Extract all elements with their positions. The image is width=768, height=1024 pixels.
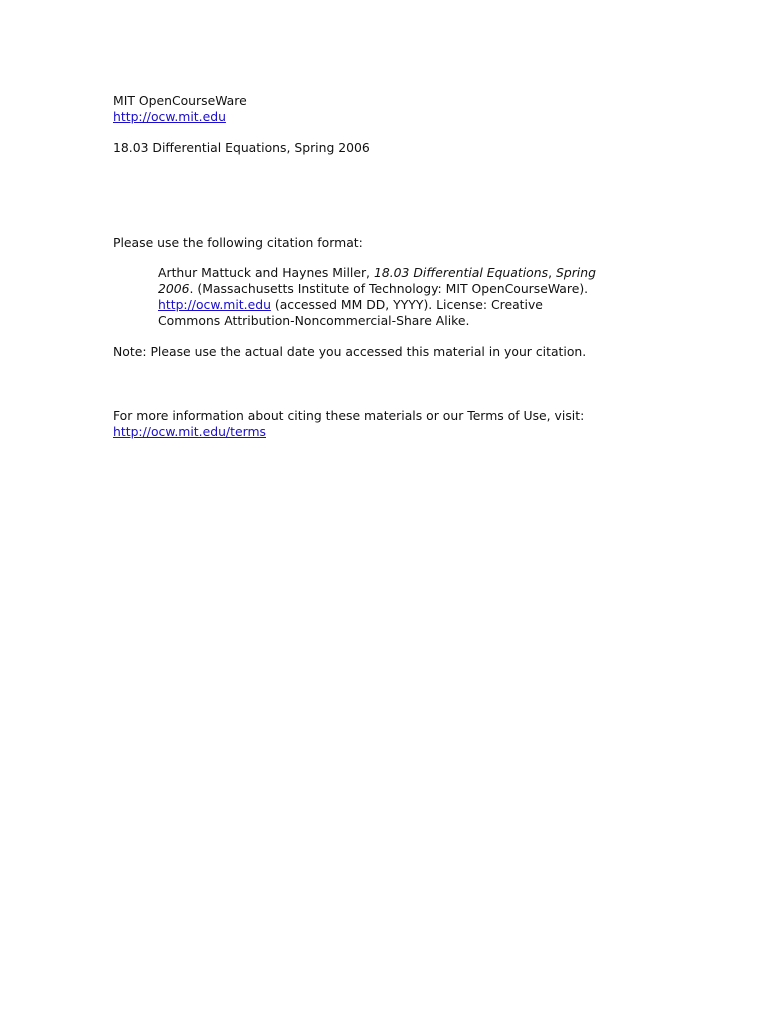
citation-intro: Please use the following citation format: — [113, 235, 363, 250]
citation-year: 2006 — [158, 281, 190, 296]
citation-note: Note: Please use the actual date you accessed this material in your citation. — [113, 344, 587, 359]
terms-url-link[interactable]: http://ocw.mit.edu/terms — [113, 424, 266, 439]
citation-url-link[interactable]: http://ocw.mit.edu — [158, 297, 271, 312]
citation-accessed: (accessed MM DD, YYYY). License: Creative — [270, 297, 543, 312]
citation-line-4 — [158, 313, 618, 329]
publisher-url-link[interactable]: http://ocw.mit.edu — [113, 109, 226, 124]
citation-course-title: 18.03 Differential Equations — [373, 265, 549, 280]
publisher-name: MIT OpenCourseWare — [113, 93, 247, 108]
citation-authors: Arthur Mattuck and Haynes Miller, — [158, 265, 374, 280]
citation-line-1 — [158, 265, 618, 281]
citation-line-2 — [158, 281, 618, 297]
citation-block — [158, 265, 618, 329]
citation-license: Commons Attribution-Noncommercial-Share Alike. — [158, 313, 470, 328]
citation-line-3 — [158, 297, 618, 313]
citation-comma: , — [548, 265, 556, 280]
course-title: 18.03 Differential Equations, Spring 2006 — [113, 140, 370, 155]
publisher-url-line — [113, 109, 226, 125]
terms-url-line — [113, 424, 266, 440]
more-info-text: For more information about citing these materials or our Terms of Use, visit: — [113, 408, 585, 423]
citation-term: Spring — [555, 265, 596, 280]
citation-institution: . (Massachusetts Institute of Technology: MIT OpenCourseWare). — [189, 281, 589, 296]
